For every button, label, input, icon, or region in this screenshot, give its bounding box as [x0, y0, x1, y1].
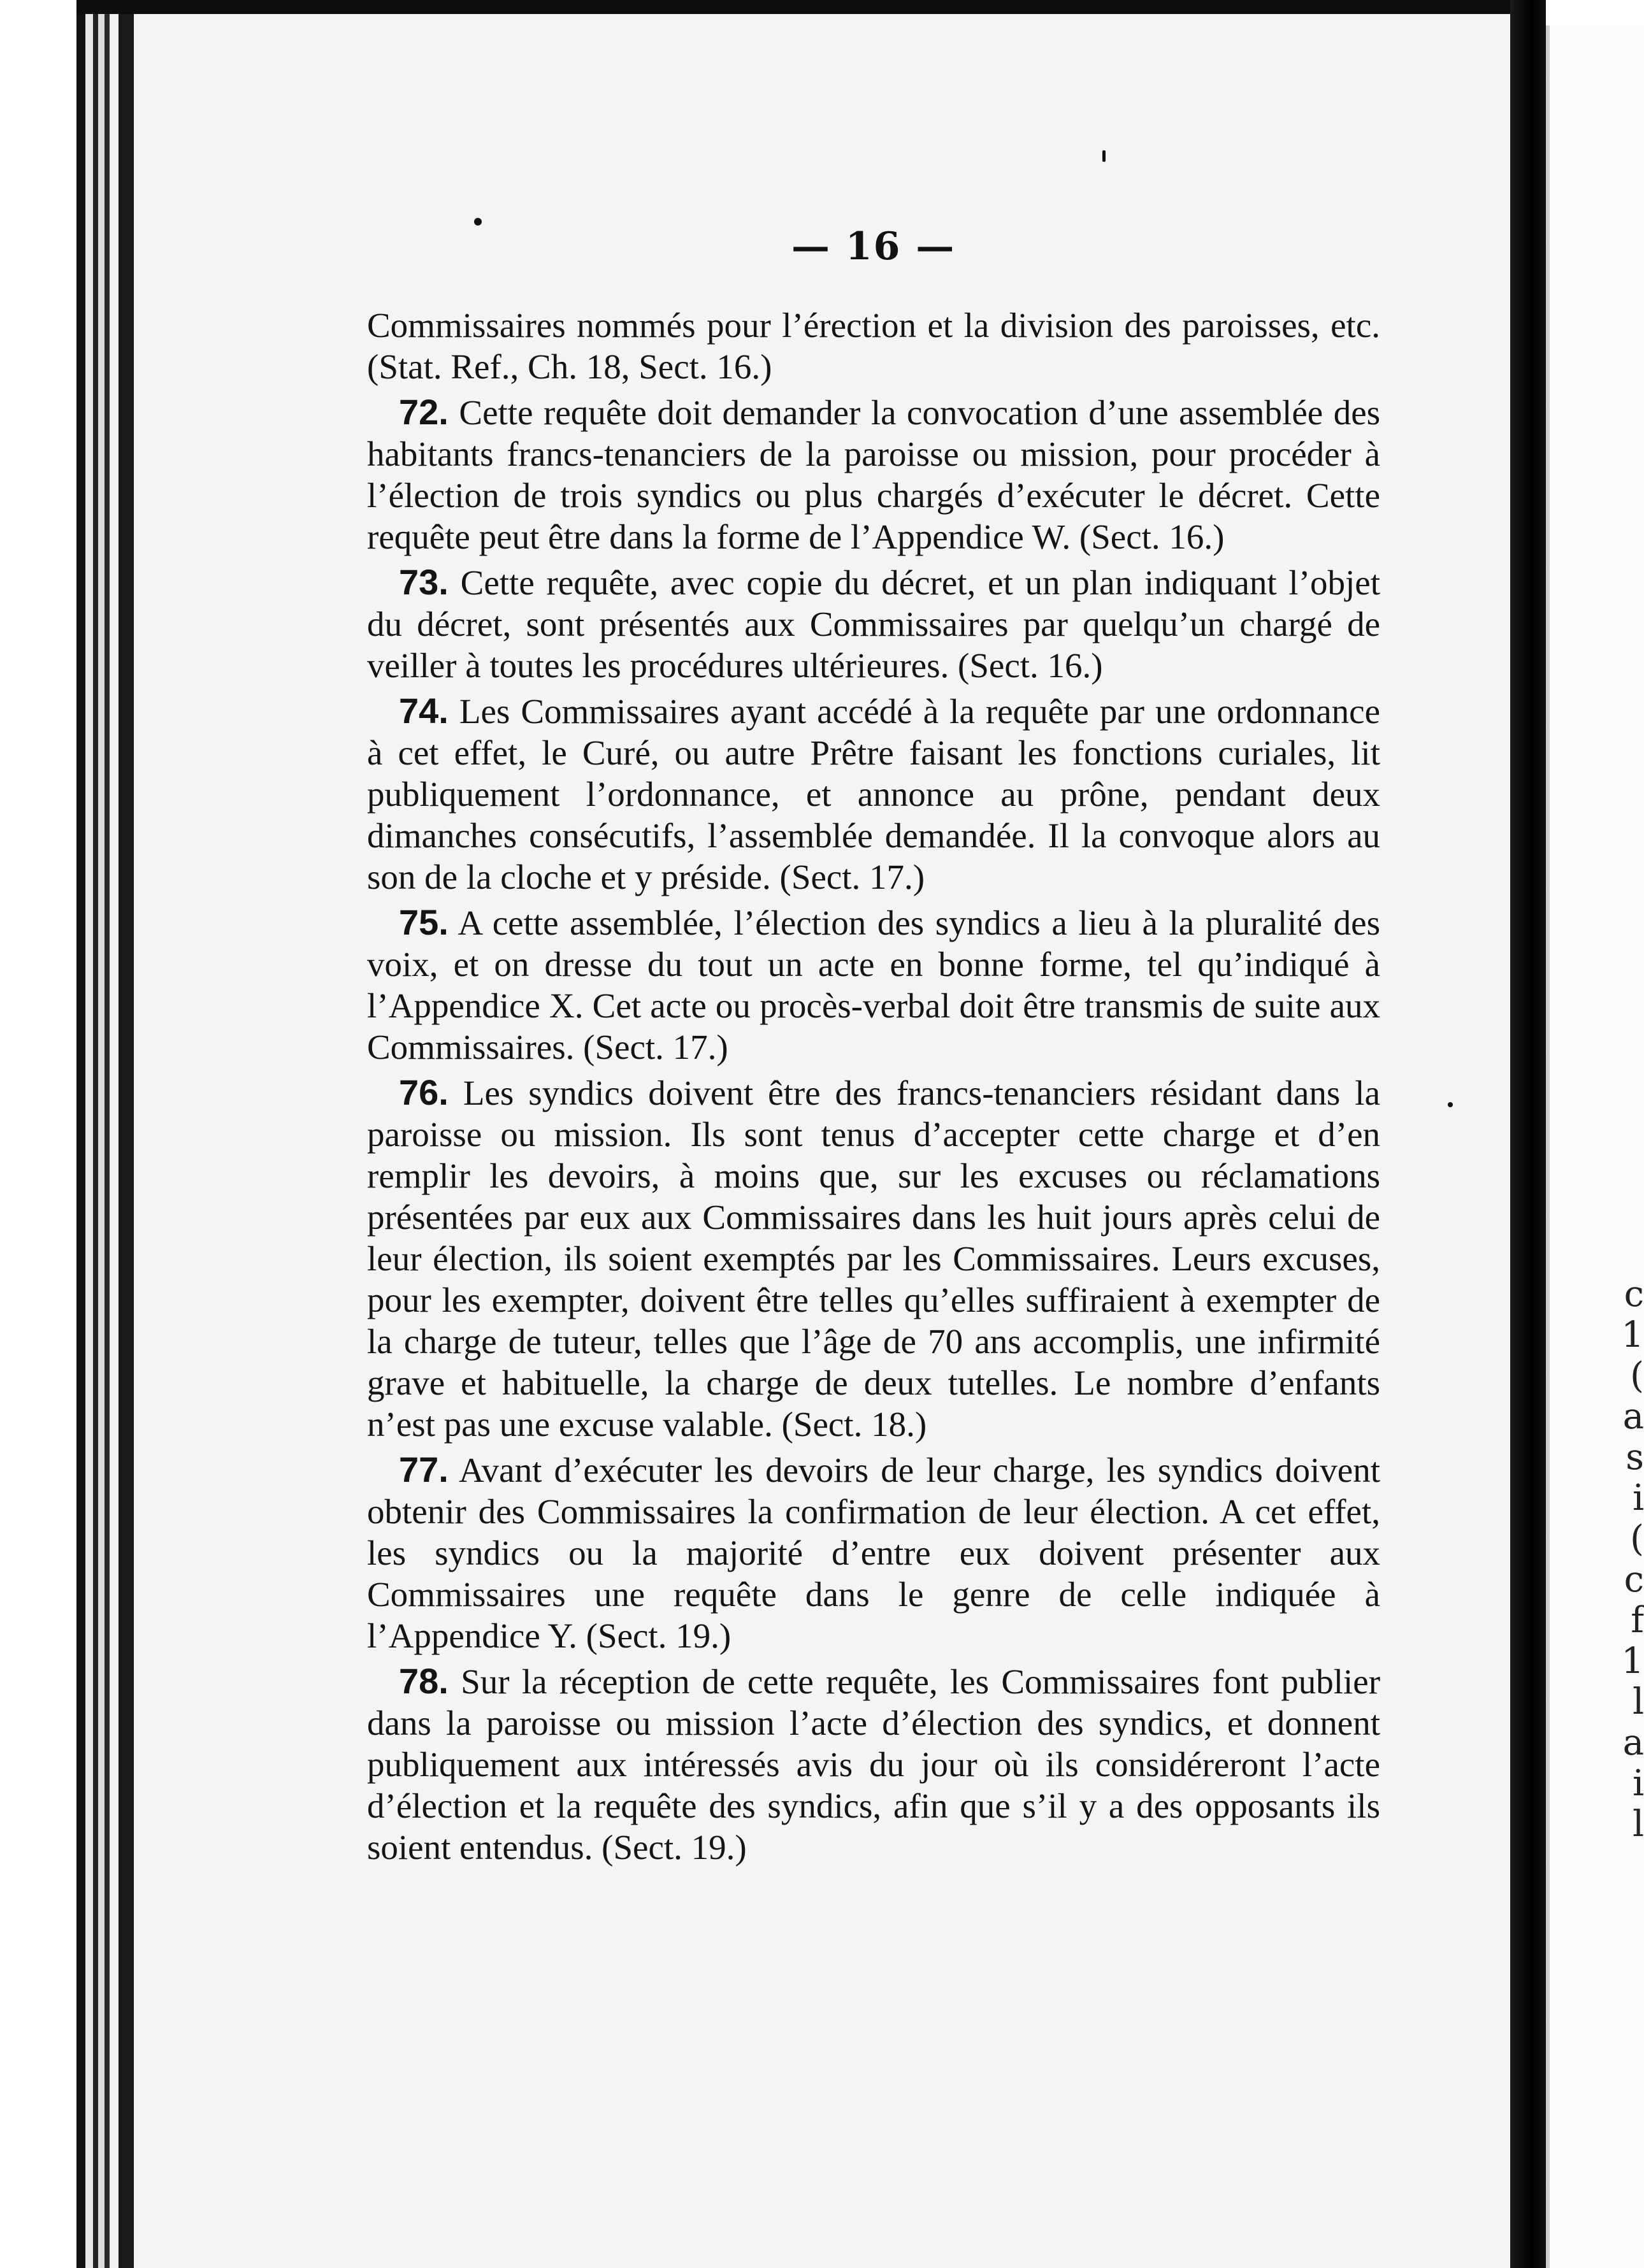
article-number: 73.: [399, 562, 449, 602]
adjacent-page-letter: i: [1633, 1763, 1644, 1804]
ink-speck: [474, 218, 482, 226]
paragraph-76: [367, 1072, 1380, 1445]
adjacent-page-letter: i: [1633, 1477, 1644, 1519]
adjacent-page-letter: a: [1622, 1396, 1644, 1437]
adjacent-page-letter: a: [1622, 1722, 1644, 1763]
adjacent-page-letter: s: [1626, 1437, 1644, 1478]
article-number: 74.: [399, 691, 449, 731]
page-gutter-shadow: [1510, 0, 1546, 2268]
paragraph-text: Avant d’exécuter les devoirs de leur charge, les syndics doivent obtenir des Commissaires la confirmation de leur élection. A cet effet, les syndics ou la majorité d’entre eux doivent présenter aux Commissaires une requête dans le genre de celle indiquée à l’Appendice Y. (Sect. 19.): [367, 1451, 1380, 1655]
paragraph-text: A cette assemblée, l’élection des syndics a lieu à la pluralité des voix, et on dresse du tout un acte en bonne forme, tel qu’indiqué à l’Appendice X. Cet acte ou procès-verbal doit être transmis de suite aux Commissaires. (Sect. 17.): [367, 903, 1381, 1066]
paragraph-text: Sur la réception de cette requête, les Commissaires font publier dans la paroisse ou mission l’acte d’élection des syndics, et donnent publiquement aux intéressés avis du jour où ils considéreront l’acte d’élection et la requête des syndics, afin que s’il y a des opposants ils soient entendus. (Sect. 19.): [367, 1662, 1381, 1867]
ink-speck: [1448, 1102, 1453, 1107]
scan-top-border: [76, 0, 1510, 14]
paragraph-73: [367, 561, 1380, 686]
paragraph-text: Les Commissaires ayant accédé à la requête par une ordonnance à cet effet, le Curé, ou autre Prêtre faisant les fonctions curiales, lit publiquement l’ordonnance, et annonce au prône, pendant deux dimanches consécutifs, l’assemblée demandée. Il la convoque alors au son de la cloche et y préside. (Sect. 17.): [367, 692, 1380, 896]
adjacent-page-letter: l: [1633, 1681, 1644, 1723]
paragraph-text: Commissaires nommés pour l’érection et la division des paroisses, etc. (Stat. Ref., Ch. 18, Sect. 16.): [367, 306, 1380, 386]
article-number: 75.: [399, 902, 449, 942]
paragraph-78: [367, 1660, 1380, 1868]
article-number: 72.: [399, 392, 449, 432]
adjacent-page-letter: f: [1631, 1600, 1644, 1641]
paragraph-text: Cette requête, avec copie du décret, et un plan indiquant l’objet du décret, sont présentés aux Commissaires par quelqu’un chargé de veiller à toutes les procédures ultérieures. (Sect. 16.): [367, 563, 1381, 685]
paragraph-text: Cette requête doit demander la convocation d’une assemblée des habitants francs-tenanciers de la paroisse ou mission, pour procéder à l’élection de trois syndics ou plus chargés d’exécuter le décret. Cette requête peut être dans la forme de l’Appendice W. (Sect. 16.): [367, 393, 1381, 556]
book-binding-edge: [76, 0, 134, 2268]
adjacent-page-letters: [1619, 1274, 1644, 1845]
body-text: [367, 305, 1380, 1872]
page-number: — 16 —: [791, 224, 956, 269]
paragraph-74: [367, 690, 1380, 898]
paragraph-75: [367, 901, 1380, 1068]
adjacent-page-letter: c: [1624, 1274, 1644, 1315]
scan-margin-left: [0, 0, 38, 2268]
article-number: 77.: [399, 1449, 449, 1489]
adjacent-page-letter: (: [1630, 1355, 1644, 1396]
paragraph-text: Les syndics doivent être des francs-tenanciers résidant dans la paroisse ou mission. Ils sont tenus d’accepter cette charge et d’en remplir les devoirs, à moins que, sur les excuses ou réclamations présentées par eux aux Commissaires dans les huit jours après celui de leur élection, ils soient exemptés par les Commissaires. Leurs excuses, pour les exempter, doivent être telles qu’elles suffiraient à exempter de la charge de tuteur, telles que l’âge de 70 ans accomplis, une infirmité grave et habituelle, la charge de deux tutelles. Le nombre d’enfants n’est pas une excuse valable. (Sect. 18.): [367, 1073, 1380, 1444]
ink-speck: [1102, 150, 1106, 162]
adjacent-page-letter: l: [1633, 1804, 1644, 1845]
article-number: 78.: [399, 1661, 449, 1701]
adjacent-page-letter: (: [1630, 1518, 1644, 1560]
adjacent-page-letter: 1: [1621, 1640, 1644, 1682]
paragraph-72: [367, 391, 1380, 557]
adjacent-page-edge: [1546, 25, 1644, 2268]
paragraph-77: [367, 1449, 1380, 1656]
adjacent-page-letter: c: [1624, 1559, 1644, 1600]
adjacent-page-letter: 1: [1621, 1314, 1644, 1356]
article-number: 76.: [399, 1072, 449, 1112]
paragraph-continued: [367, 305, 1380, 387]
